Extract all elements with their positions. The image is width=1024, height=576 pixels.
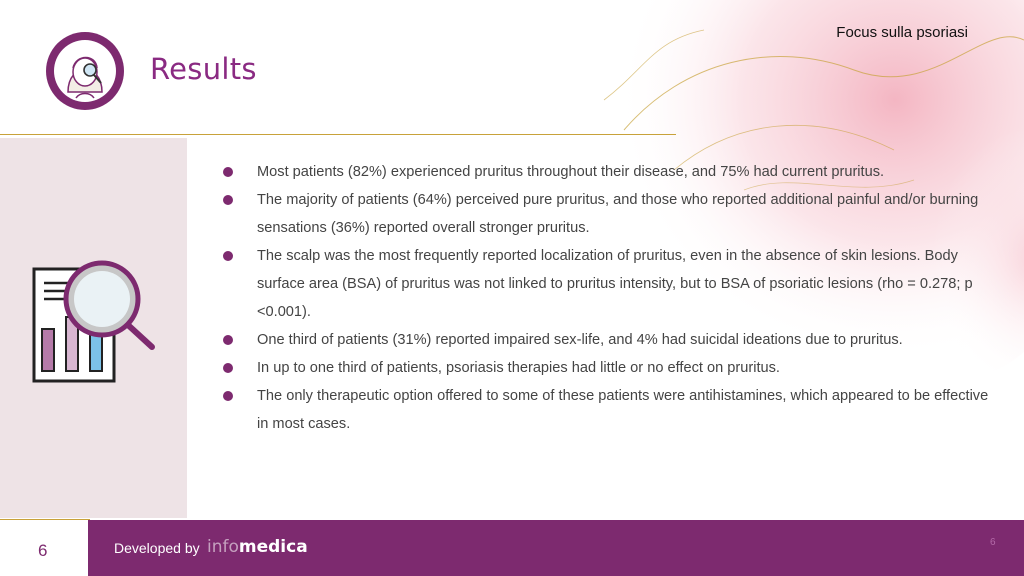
topic-label: Focus sulla psoriasi xyxy=(836,24,968,41)
brand-logo xyxy=(207,537,308,557)
report-magnifier-icon xyxy=(30,255,160,385)
list-item-text: The only therapeutic option offered to some of these patients were antihistamines, which appeared to be effective in most cases. xyxy=(257,388,989,432)
list-item xyxy=(222,382,1002,438)
footer-divider xyxy=(0,519,90,520)
list-item xyxy=(222,186,1002,242)
list-item-text: Most patients (82%) experienced pruritus throughout their disease, and 75% had current pruritus. xyxy=(257,164,885,180)
developed-by-label: Developed by xyxy=(114,540,200,556)
list-item-text: The scalp was the most frequently reported localization of pruritus, even in the absence of skin lesions. Body surface area (BSA) of pruritus was not linked to pruritus intensity, but to BSA of psoriatic lesions (rho = 0.278; p <0.001). xyxy=(257,248,973,320)
bullet-dot-icon xyxy=(223,335,233,345)
list-item xyxy=(222,326,1002,354)
woman-magnifier-icon xyxy=(46,32,124,110)
page-number: 6 xyxy=(38,541,48,560)
page-title: Results xyxy=(150,52,257,86)
bullet-dot-icon xyxy=(223,167,233,177)
list-item-text: The majority of patients (64%) perceived pure pruritus, and those who reported additional painful and/or burning sensations (36%) reported overall stronger pruritus. xyxy=(257,192,979,236)
bullet-dot-icon xyxy=(223,391,233,401)
small-page-number: 6 xyxy=(990,537,996,548)
brand-logo-bold: medica xyxy=(238,537,308,557)
results-list xyxy=(222,158,1002,438)
list-item-text: In up to one third of patients, psoriasis therapies had little or no effect on pruritus. xyxy=(257,360,780,376)
list-item-text: One third of patients (31%) reported impaired sex-life, and 4% had suicidal ideations due to pruritus. xyxy=(257,332,903,348)
bullet-dot-icon xyxy=(223,195,233,205)
header-divider xyxy=(0,134,676,135)
list-item xyxy=(222,158,1002,186)
bullet-dot-icon xyxy=(223,363,233,373)
list-item xyxy=(222,242,1002,326)
list-item xyxy=(222,354,1002,382)
bullet-dot-icon xyxy=(223,251,233,261)
avatar xyxy=(46,32,124,110)
brand-logo-light: info xyxy=(207,537,239,557)
